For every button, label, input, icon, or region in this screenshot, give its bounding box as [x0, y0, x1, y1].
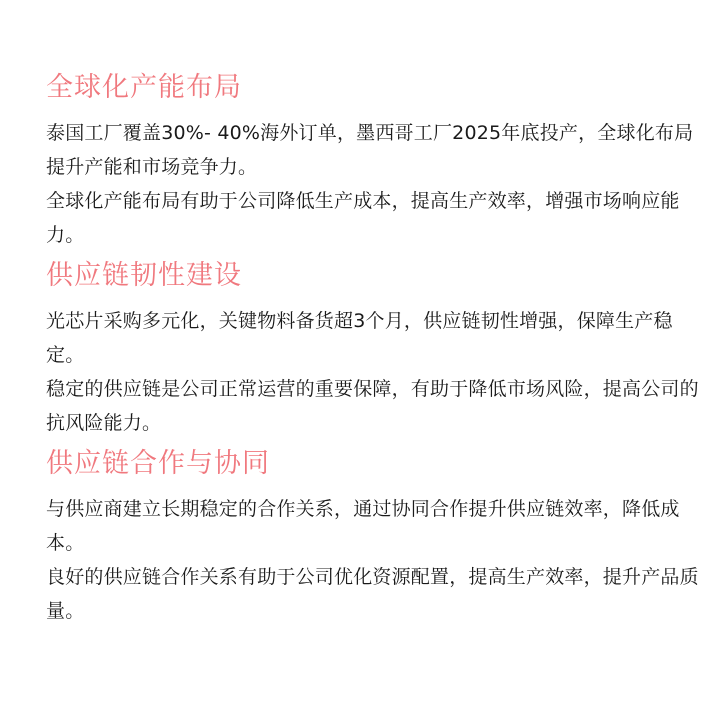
- section-supply-chain-resilience: [46, 252, 706, 440]
- section-global-capacity: [46, 64, 706, 252]
- paragraph: 稳定的供应链是公司正常运营的重要保障，有助于降低市场风险，提高公司的抗风险能力。: [46, 378, 699, 434]
- section-body: [46, 492, 706, 628]
- section-title: 供应链韧性建设: [46, 260, 242, 291]
- section-supply-chain-cooperation: [46, 440, 706, 628]
- paragraph: 良好的供应链合作关系有助于公司优化资源配置，提高生产效率，提升产品质量。: [46, 566, 699, 622]
- paragraph: 泰国工厂覆盖30%- 40%海外订单，墨西哥工厂2025年底投产，全球化布局提升产能和市场竞争力。: [46, 122, 694, 178]
- section-title: 供应链合作与协同: [46, 448, 270, 479]
- section-body: [46, 304, 706, 440]
- section-title: 全球化产能布局: [46, 72, 242, 103]
- paragraph: 全球化产能布局有助于公司降低生产成本，提高生产效率，增强市场响应能力。: [46, 190, 680, 246]
- paragraph: 与供应商建立长期稳定的合作关系，通过协同合作提升供应链效率，降低成本。: [46, 498, 680, 554]
- paragraph: 光芯片采购多元化，关键物料备货超3个月，供应链韧性增强，保障生产稳定。: [46, 310, 673, 366]
- section-body: [46, 116, 706, 252]
